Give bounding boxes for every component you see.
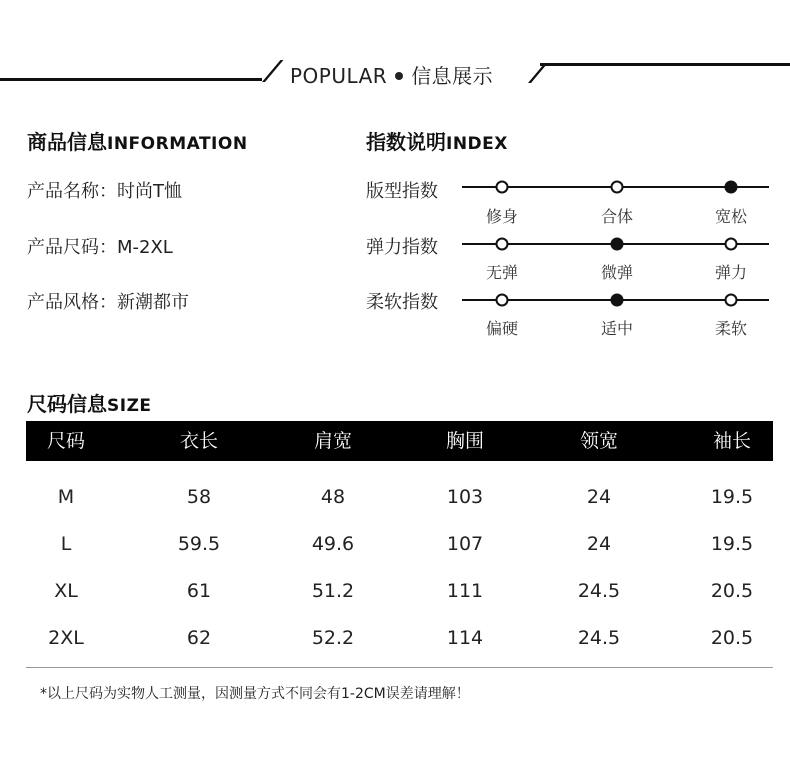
banner-dot-icon bbox=[395, 72, 403, 80]
banner-title bbox=[290, 60, 493, 89]
column-header: 领宽 bbox=[579, 430, 618, 452]
banner-line-right bbox=[540, 63, 790, 66]
stretch-option-label: 弹力 bbox=[714, 263, 748, 282]
table-cell: 114 bbox=[446, 627, 484, 649]
softness-option-dot bbox=[725, 294, 738, 307]
stretch-option-dot bbox=[725, 238, 738, 251]
softness-index-label: 柔软指数 bbox=[366, 292, 438, 313]
table-cell: L bbox=[60, 533, 72, 555]
table-cell: 51.2 bbox=[311, 580, 355, 602]
softness-option-label: 柔软 bbox=[714, 319, 748, 338]
index-heading-en: INDEX bbox=[446, 134, 508, 154]
size-heading-en: SIZE bbox=[107, 396, 152, 416]
product-info-heading-cn: 商品信息 bbox=[27, 130, 107, 154]
product-info-heading-en: INFORMATION bbox=[107, 134, 248, 154]
fit-option-label: 修身 bbox=[485, 207, 519, 226]
table-cell: 52.2 bbox=[311, 627, 355, 649]
size-heading-cn: 尺码信息 bbox=[27, 392, 107, 416]
stretch-option-label: 无弹 bbox=[485, 263, 519, 282]
table-cell: M bbox=[57, 486, 75, 508]
table-cell: 19.5 bbox=[710, 486, 754, 508]
measurement-note: *以上尺码为实物人工测量，因测量方式不同会有1-2CM误差请理解！ bbox=[40, 686, 470, 702]
fit-option-dot bbox=[496, 181, 509, 194]
banner-line-left bbox=[0, 78, 262, 81]
table-cell: 24.5 bbox=[577, 580, 621, 602]
stretch-option-label: 微弹 bbox=[600, 263, 634, 282]
table-cell: 2XL bbox=[48, 627, 84, 649]
fit-option-dot bbox=[611, 181, 624, 194]
table-cell: 49.6 bbox=[311, 533, 355, 555]
table-cell: 103 bbox=[446, 486, 484, 508]
product-size-range: 产品尺码：M-2XL bbox=[27, 237, 173, 258]
table-cell: 24 bbox=[586, 533, 612, 555]
table-cell: 24 bbox=[586, 486, 612, 508]
banner-title-cn: 信息展示 bbox=[411, 64, 494, 88]
table-cell: 62 bbox=[186, 627, 212, 649]
fit-option-label: 宽松 bbox=[714, 207, 748, 226]
table-cell: XL bbox=[54, 580, 78, 602]
table-cell: 48 bbox=[320, 486, 346, 508]
banner-slash-left bbox=[262, 60, 283, 82]
softness-option-label: 偏硬 bbox=[485, 319, 519, 338]
table-cell: 19.5 bbox=[710, 533, 754, 555]
table-cell: 20.5 bbox=[710, 627, 754, 649]
product-info-heading bbox=[27, 126, 248, 155]
column-header: 尺码 bbox=[46, 430, 85, 452]
index-heading bbox=[366, 126, 508, 155]
table-cell: 59.5 bbox=[177, 533, 221, 555]
table-cell: 58 bbox=[186, 486, 212, 508]
table-cell: 20.5 bbox=[710, 580, 754, 602]
stretch-option-dot bbox=[611, 238, 624, 251]
fit-index-label: 版型指数 bbox=[366, 181, 438, 202]
stretch-index-label: 弹力指数 bbox=[366, 237, 438, 258]
table-cell: 24.5 bbox=[577, 627, 621, 649]
table-cell: 111 bbox=[446, 580, 484, 602]
fit-option-dot bbox=[725, 181, 738, 194]
softness-option-dot bbox=[496, 294, 509, 307]
table-cell: 107 bbox=[446, 533, 484, 555]
product-name: 产品名称：时尚T恤 bbox=[27, 181, 182, 202]
stretch-option-dot bbox=[496, 238, 509, 251]
size-heading bbox=[27, 388, 152, 417]
fit-option-label: 合体 bbox=[600, 207, 634, 226]
banner-title-en: POPULAR bbox=[290, 64, 388, 88]
column-header: 肩宽 bbox=[313, 430, 352, 452]
softness-option-dot bbox=[611, 294, 624, 307]
column-header: 衣长 bbox=[179, 430, 218, 452]
column-header: 胸围 bbox=[445, 430, 484, 452]
index-heading-cn: 指数说明 bbox=[366, 130, 446, 154]
column-header: 袖长 bbox=[712, 430, 751, 452]
table-divider bbox=[26, 667, 773, 668]
banner-slash-right bbox=[528, 63, 548, 83]
product-style: 产品风格：新潮都市 bbox=[27, 292, 189, 313]
softness-option-label: 适中 bbox=[600, 319, 634, 338]
table-cell: 61 bbox=[186, 580, 212, 602]
